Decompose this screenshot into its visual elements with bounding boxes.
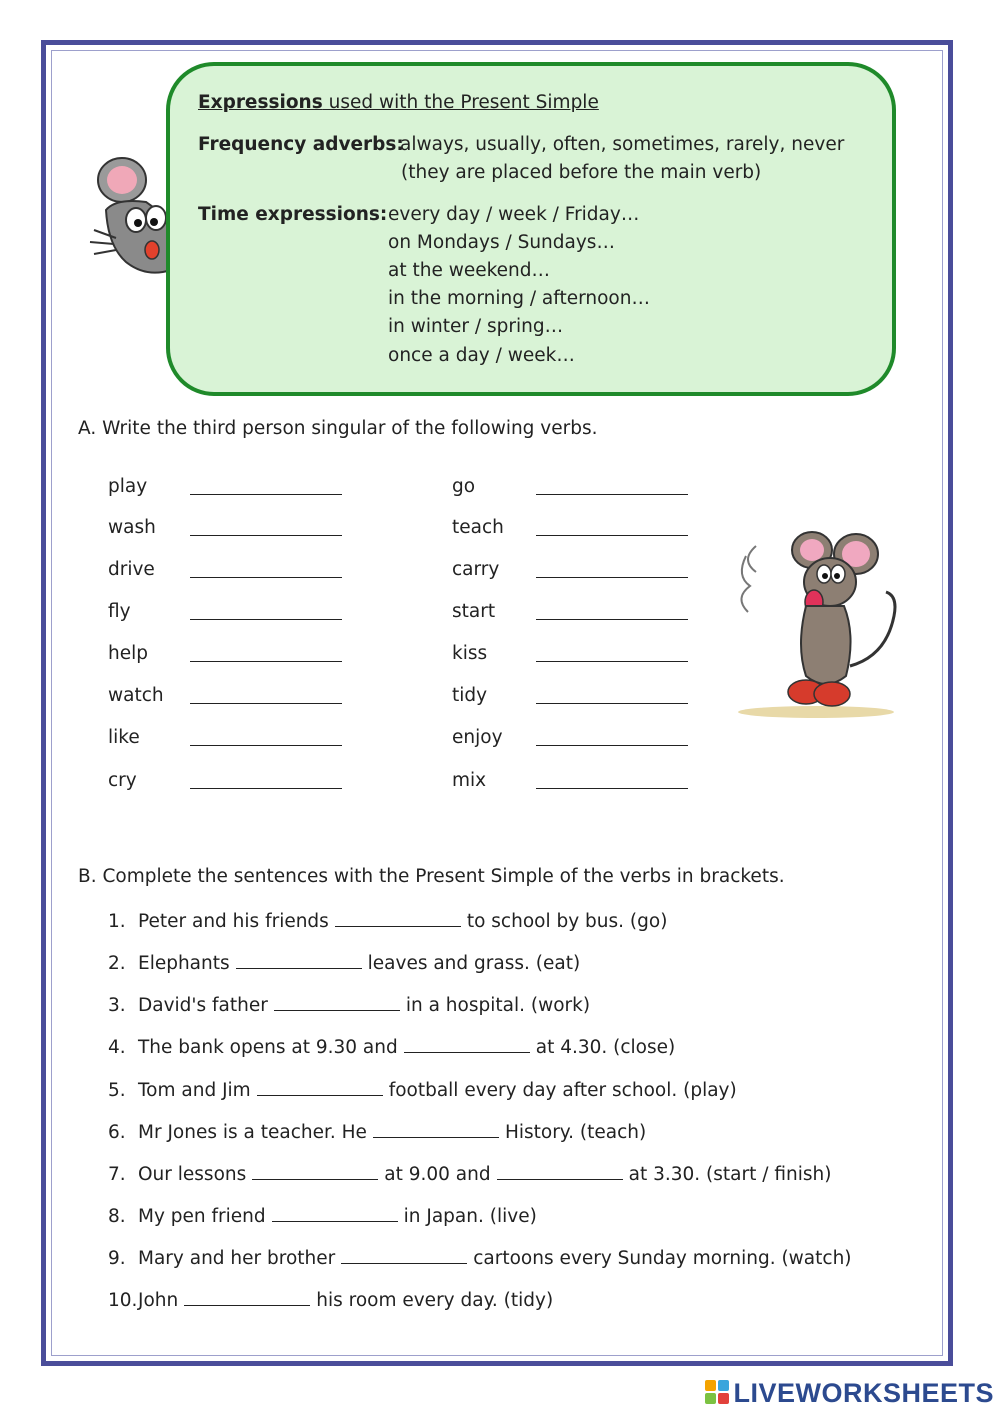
logo-mark-icon xyxy=(705,1380,731,1406)
verb-label: teach xyxy=(452,517,504,538)
sentence-text: My pen friend xyxy=(138,1206,266,1227)
answer-blank[interactable] xyxy=(190,535,342,536)
answer-blank[interactable] xyxy=(536,577,688,578)
sentence-row xyxy=(108,1161,831,1186)
time-expression: in winter / spring… xyxy=(388,316,564,337)
answer-blank[interactable] xyxy=(536,661,688,662)
verb-label: start xyxy=(452,601,496,622)
sentence-row xyxy=(108,1287,553,1312)
time-expression: at the weekend… xyxy=(388,260,551,281)
verb-label: help xyxy=(108,643,148,664)
answer-blank[interactable] xyxy=(184,1287,310,1306)
sentence-number: 2. xyxy=(108,953,126,974)
sentence-text: at 3.30. (start / finish) xyxy=(628,1164,832,1185)
sentence-row xyxy=(108,1119,646,1144)
answer-blank[interactable] xyxy=(272,1203,398,1222)
info-box-heading: Expressions used with the Present Simple xyxy=(198,92,599,113)
sentence-number: 4. xyxy=(108,1037,126,1058)
frequency-adverbs-label: Frequency adverbs: xyxy=(198,134,404,155)
verb-label: drive xyxy=(108,559,155,580)
sentence-row xyxy=(108,1077,737,1102)
sentence-text: football every day after school. (play) xyxy=(388,1080,737,1101)
sentence-row xyxy=(108,908,667,933)
sentence-text: Mr Jones is a teacher. He xyxy=(138,1122,367,1143)
time-expression: in the morning / afternoon… xyxy=(388,288,650,309)
verb-label: kiss xyxy=(452,643,488,664)
answer-blank[interactable] xyxy=(236,950,362,969)
answer-blank[interactable] xyxy=(497,1161,623,1180)
answer-blank[interactable] xyxy=(536,745,688,746)
time-expression: every day / week / Friday… xyxy=(388,204,640,225)
sentence-number: 8. xyxy=(108,1206,126,1227)
mouse-illustration-top xyxy=(86,150,176,290)
brand-name: LIVEWORKSHEETS xyxy=(733,1377,994,1408)
sentence-number: 5. xyxy=(108,1080,126,1101)
verb-label: play xyxy=(108,476,148,497)
verb-label: enjoy xyxy=(452,727,503,748)
sentence-text: in a hospital. (work) xyxy=(405,995,591,1016)
answer-blank[interactable] xyxy=(341,1245,467,1264)
answer-blank[interactable] xyxy=(404,1034,530,1053)
sentence-text: at 9.00 and xyxy=(384,1164,491,1185)
verb-label: go xyxy=(452,476,476,497)
time-expression: on Mondays / Sundays… xyxy=(388,232,615,253)
answer-blank[interactable] xyxy=(536,703,688,704)
verb-label: carry xyxy=(452,559,500,580)
sentence-row xyxy=(108,1203,537,1228)
verb-label: watch xyxy=(108,685,164,706)
sentence-text: Our lessons xyxy=(138,1164,247,1185)
sentence-row xyxy=(108,950,580,975)
sentence-text: leaves and grass. (eat) xyxy=(367,953,581,974)
answer-blank[interactable] xyxy=(257,1077,383,1096)
liveworksheets-logo[interactable] xyxy=(705,1376,994,1410)
answer-blank[interactable] xyxy=(190,494,342,495)
sentence-number: 7. xyxy=(108,1164,126,1185)
sentence-row xyxy=(108,1034,675,1059)
sentence-text: The bank opens at 9.30 and xyxy=(138,1037,398,1058)
verb-label: mix xyxy=(452,770,487,791)
answer-blank[interactable] xyxy=(190,788,342,789)
answer-blank[interactable] xyxy=(373,1119,499,1138)
sentence-text: History. (teach) xyxy=(504,1122,647,1143)
answer-blank[interactable] xyxy=(190,661,342,662)
answer-blank[interactable] xyxy=(335,908,461,927)
sentence-text: David's father xyxy=(138,995,268,1016)
verb-label: tidy xyxy=(452,685,488,706)
answer-blank[interactable] xyxy=(190,619,342,620)
frequency-adverbs-list: always, usually, often, sometimes, rarely, never xyxy=(400,134,845,155)
sentence-text: John xyxy=(138,1290,179,1311)
sentence-text: Tom and Jim xyxy=(138,1080,251,1101)
sentence-text: in Japan. (live) xyxy=(403,1206,537,1227)
frequency-adverbs-note: (they are placed before the main verb) xyxy=(401,162,762,183)
sentence-number: 9. xyxy=(108,1248,126,1269)
time-expression: once a day / week… xyxy=(388,345,575,366)
sentence-row xyxy=(108,1245,852,1270)
verb-label: fly xyxy=(108,601,131,622)
sentence-number: 6. xyxy=(108,1122,126,1143)
answer-blank[interactable] xyxy=(536,535,688,536)
sentence-text: Mary and her brother xyxy=(138,1248,336,1269)
answer-blank[interactable] xyxy=(536,494,688,495)
answer-blank[interactable] xyxy=(190,745,342,746)
sentence-text: his room every day. (tidy) xyxy=(316,1290,554,1311)
sentence-text: Elephants xyxy=(138,953,230,974)
answer-blank[interactable] xyxy=(536,619,688,620)
answer-blank[interactable] xyxy=(274,992,400,1011)
answer-blank[interactable] xyxy=(190,703,342,704)
answer-blank[interactable] xyxy=(190,577,342,578)
answer-blank[interactable] xyxy=(252,1161,378,1180)
section-a-instruction: A. Write the third person singular of the following verbs. xyxy=(78,418,598,439)
sentence-number: 10. xyxy=(108,1290,138,1311)
sentence-number: 3. xyxy=(108,995,126,1016)
verb-label: cry xyxy=(108,770,137,791)
answer-blank[interactable] xyxy=(536,788,688,789)
sentence-number: 1. xyxy=(108,911,126,932)
sentence-row xyxy=(108,992,590,1017)
time-expressions-label: Time expressions: xyxy=(198,204,388,225)
sentence-text: Peter and his friends xyxy=(138,911,329,932)
mouse-illustration-right xyxy=(726,516,906,718)
sentence-text: at 4.30. (close) xyxy=(535,1037,676,1058)
verb-label: wash xyxy=(108,517,156,538)
sentence-text: cartoons every Sunday morning. (watch) xyxy=(473,1248,852,1269)
verb-label: like xyxy=(108,727,140,748)
sentence-text: to school by bus. (go) xyxy=(466,911,668,932)
section-b-instruction: B. Complete the sentences with the Present Simple of the verbs in brackets. xyxy=(78,866,785,887)
